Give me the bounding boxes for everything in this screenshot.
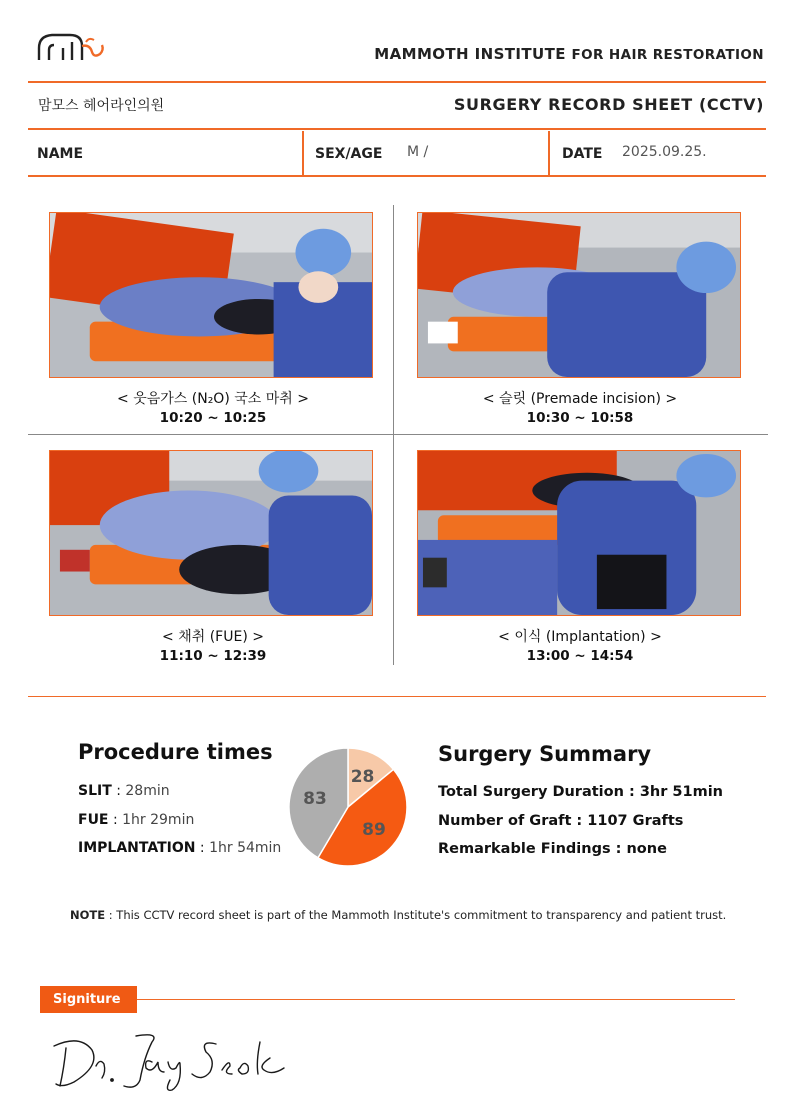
procedure-pie-chart — [288, 747, 408, 867]
info-divider — [302, 131, 304, 176]
brand-sub: FOR HAIR RESTORATION — [571, 47, 764, 63]
cctv-photo-implantation — [417, 450, 741, 616]
cctv-photo-fue — [49, 450, 373, 616]
signature-line — [137, 999, 735, 1000]
summary-duration: Total Surgery Duration : 3hr 51min — [438, 784, 724, 800]
brand-name — [374, 45, 764, 63]
photo-grid-divider — [393, 205, 394, 665]
mammoth-logo-icon — [36, 28, 106, 64]
pie-data-label: 83 — [303, 788, 327, 809]
info-divider — [548, 131, 550, 176]
sexage-value: M / — [407, 144, 429, 160]
date-label: DATE — [562, 146, 603, 162]
photo-grid-divider — [28, 434, 768, 435]
procedure-label: FUE — [78, 812, 109, 828]
photo-caption — [410, 626, 750, 664]
pie-data-label: 28 — [350, 767, 375, 788]
photo-caption — [410, 388, 750, 426]
photo-caption-time: 13:00 ~ 14:54 — [526, 648, 634, 664]
photo-caption-title: < 슬릿 (Premade incision) > — [482, 391, 678, 407]
divider-line — [28, 175, 766, 177]
note-text: : This CCTV record sheet is part of the Mammoth Institute's commitment to transparency and patient trust. — [105, 908, 727, 922]
procedure-time-row: IMPLANTATION : 1hr 54min — [78, 840, 282, 856]
clinic-korean-name: 맘모스 헤어라인의원 — [38, 98, 165, 114]
procedure-value: 1hr 54min — [209, 840, 282, 856]
photo-caption-title: < 채취 (FUE) > — [162, 629, 264, 645]
procedure-times-title: Procedure times — [78, 740, 273, 764]
name-label: NAME — [37, 146, 84, 162]
note-label: NOTE — [70, 908, 106, 922]
pie-data-label: 89 — [362, 820, 386, 841]
procedure-label: SLIT — [78, 783, 112, 799]
procedure-time-row: SLIT : 28min — [78, 783, 170, 799]
signature-badge: Signiture — [40, 986, 137, 1013]
photo-caption — [43, 388, 383, 426]
procedure-time-row: FUE : 1hr 29min — [78, 812, 195, 828]
photo-caption — [43, 626, 383, 664]
photo-caption-time: 11:10 ~ 12:39 — [159, 648, 267, 664]
cctv-photo-anesthesia — [49, 212, 373, 378]
divider-line — [28, 696, 766, 697]
sexage-label: SEX/AGE — [315, 146, 383, 162]
surgery-summary-title: Surgery Summary — [438, 742, 652, 766]
summary-findings: Remarkable Findings : none — [438, 841, 667, 857]
sheet-title: SURGERY RECORD SHEET (CCTV) — [453, 95, 764, 114]
summary-grafts: Number of Graft : 1107 Grafts — [438, 813, 684, 829]
photo-caption-title: < 웃음가스 (N₂O) 국소 마취 > — [117, 391, 309, 407]
procedure-label: IMPLANTATION — [78, 840, 196, 856]
note — [70, 908, 726, 922]
cctv-photo-slit — [417, 212, 741, 378]
procedure-value: 1hr 29min — [122, 812, 195, 828]
photo-caption-title: < 이식 (Implantation) > — [498, 629, 662, 645]
handwritten-signature — [40, 1028, 300, 1092]
photo-caption-time: 10:20 ~ 10:25 — [159, 410, 267, 426]
photo-caption-time: 10:30 ~ 10:58 — [526, 410, 634, 426]
divider-line — [28, 81, 766, 83]
date-value: 2025.09.25. — [622, 144, 707, 160]
divider-line — [28, 128, 766, 130]
brand-main: MAMMOTH INSTITUTE — [374, 45, 566, 63]
procedure-value: 28min — [125, 783, 170, 799]
